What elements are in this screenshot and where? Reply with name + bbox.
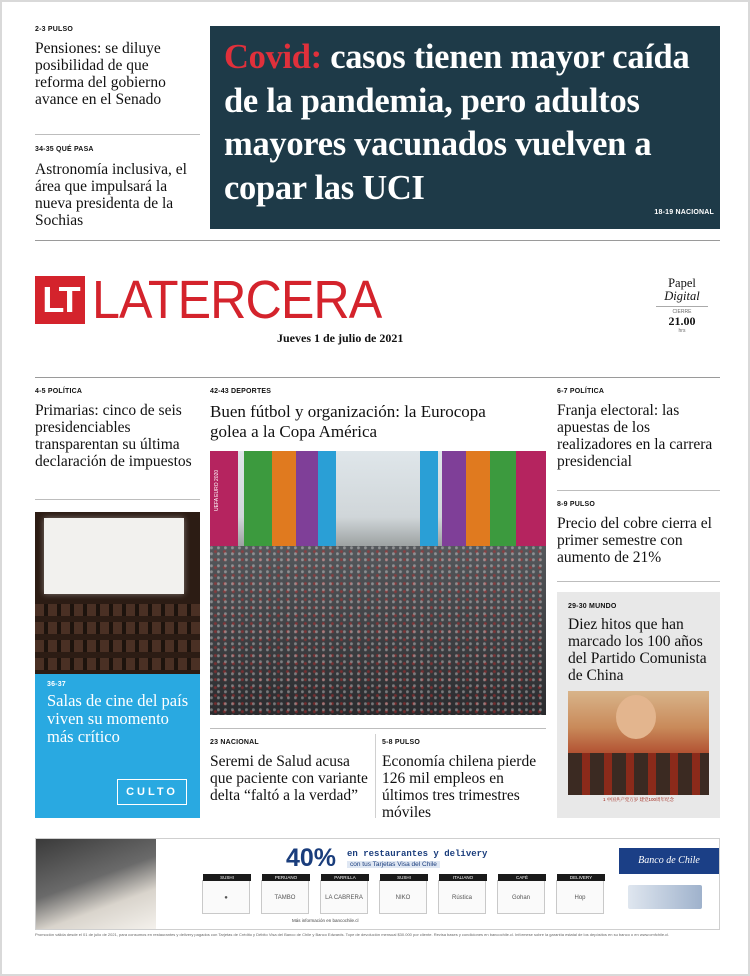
divider bbox=[375, 734, 376, 818]
headline-text: casos tienen mayor caída de la pandemia, pero adultos mayores vacunados vuelven a copar las UCI bbox=[224, 38, 690, 207]
story-kicker: 5-8 PULSO bbox=[382, 739, 420, 746]
story-kicker: 2-3 PULSO bbox=[35, 26, 73, 33]
logo-category: SUSHI bbox=[380, 874, 428, 881]
ad-tagline: en restaurantes y delivery bbox=[347, 849, 488, 859]
edition-date: Jueves 1 de julio de 2021 bbox=[277, 331, 404, 345]
ad-fine-print: Más información en bancochile.cl bbox=[292, 918, 359, 923]
logo-name: ● bbox=[224, 895, 228, 901]
uefa-flag bbox=[318, 451, 336, 546]
flag-text: UEFA EURO 2020 bbox=[214, 469, 220, 511]
story-headline[interactable]: Diez hitos que han marcado los 100 años del Partido Comunista de China bbox=[568, 616, 707, 684]
cierre-unit: hrs bbox=[678, 328, 686, 334]
uefa-flag bbox=[420, 451, 438, 546]
restaurant-logo bbox=[497, 875, 545, 914]
poster-caption: 1 中国共产党万岁 建党100周年纪念 bbox=[602, 797, 674, 802]
ad-credit-card-image bbox=[628, 885, 702, 909]
divider bbox=[35, 134, 200, 135]
seat-row bbox=[35, 604, 200, 616]
story-headline[interactable]: Seremi de Salud acusa que paciente con variante delta “faltó a la verdad” bbox=[210, 753, 368, 804]
logo-name: Gohan bbox=[511, 895, 530, 901]
ad-discount: 40% bbox=[286, 844, 337, 872]
divider bbox=[35, 499, 200, 500]
restaurant-logo bbox=[438, 875, 486, 914]
story-headline[interactable]: Precio del cobre cierra el primer semestre con aumento de 21% bbox=[557, 515, 712, 566]
cinema-screen bbox=[44, 518, 184, 594]
poster-portrait bbox=[616, 695, 656, 739]
culto-section-badge: CULTO bbox=[117, 779, 187, 805]
logo-category: SUSHI bbox=[203, 874, 251, 881]
story-kicker: 8-9 PULSO bbox=[557, 501, 595, 508]
story-headline[interactable]: Astronomía inclusiva, el área que impulsará la nueva presidenta de la Sochias bbox=[35, 161, 187, 229]
story-headline[interactable]: Franja electoral: las apuestas de los realizadores en la carrera presidencial bbox=[557, 402, 713, 470]
restaurant-logo bbox=[556, 875, 604, 914]
restaurant-logo bbox=[320, 875, 368, 914]
propaganda-poster-image bbox=[568, 691, 709, 795]
logo-name: Hop bbox=[574, 895, 586, 901]
crowd bbox=[210, 546, 546, 715]
lead-story-headline[interactable]: Buen fútbol y organización: la Eurocopa golea a la Copa América bbox=[210, 402, 486, 441]
logo-category: CAFÉ bbox=[498, 874, 546, 881]
seat-row bbox=[35, 658, 200, 670]
papel-label: Papel bbox=[668, 276, 696, 290]
seat-row bbox=[35, 622, 200, 634]
logo-category: DELIVERY bbox=[557, 874, 605, 881]
restaurant-logo bbox=[261, 875, 309, 914]
divider bbox=[35, 377, 720, 378]
logo-wordmark: LATERCERA bbox=[92, 270, 382, 330]
divider bbox=[210, 728, 546, 729]
logo-category: ITALIANO bbox=[439, 874, 487, 881]
restaurant-logo bbox=[379, 875, 427, 914]
banner-kicker: 18-19 NACIONAL bbox=[654, 209, 714, 216]
cierre-label: CIERRE bbox=[656, 306, 708, 315]
cinema-photo[interactable] bbox=[35, 512, 200, 674]
story-kicker: 36-37 bbox=[47, 681, 66, 688]
story-headline[interactable]: Pensiones: se diluye posibilidad de que reforma del gobierno avance en el Senado bbox=[35, 40, 166, 108]
restaurant-logo bbox=[202, 875, 250, 914]
story-headline[interactable]: Primarias: cinco de seis presidenciables transparentan su última declaración de impuestos bbox=[35, 402, 192, 470]
legal-notice: Promoción válida desde el 01 de julio de 2021, para consumos en restaurantes y delivery pagados con Tarjetas de Crédito y Débito Visa del Banco de Chile y Banco Edwards. Tope de devolución mensual $30.000 por cliente. Revisa bases y condiciones en bancochile.cl. Infórmese sobre la garantía estatal de los depósitos en su banco o en www.cmfchile.cl. bbox=[35, 932, 670, 937]
lead-headline[interactable] bbox=[224, 36, 712, 210]
logo-name: LA CABRERA bbox=[325, 895, 363, 901]
bank-logo: Banco de Chile bbox=[619, 848, 719, 874]
story-kicker: 23 NACIONAL bbox=[210, 739, 259, 746]
story-headline[interactable]: Economía chilena pierde 126 mil empleos en últimos tres trimestres móviles bbox=[382, 753, 537, 821]
divider bbox=[35, 240, 720, 241]
story-kicker: 34-35 QUÉ PASA bbox=[35, 146, 94, 153]
ad-food-photo bbox=[36, 839, 156, 929]
logo-initials: LT bbox=[35, 276, 85, 324]
divider bbox=[557, 581, 720, 582]
story-kicker: 42-43 DEPORTES bbox=[210, 388, 272, 395]
story-kicker: 6-7 POLÍTICA bbox=[557, 388, 605, 395]
logo-name: NIKO bbox=[395, 895, 411, 901]
wembley-crowd-photo[interactable] bbox=[210, 451, 546, 715]
seat-row bbox=[35, 640, 200, 652]
story-kicker: 4-5 POLÍTICA bbox=[35, 388, 83, 395]
ad-subtagline: con tus Tarjetas Visa del Chile bbox=[347, 861, 440, 868]
papel-digital-badge bbox=[656, 277, 708, 342]
cierre-time: 21.00 bbox=[668, 314, 696, 328]
logo-category: PERUANO bbox=[262, 874, 310, 881]
poster-figures bbox=[568, 753, 709, 795]
divider bbox=[557, 490, 720, 491]
digital-label: Digital bbox=[664, 289, 700, 303]
logo-name: Rústica bbox=[451, 895, 472, 901]
logo-category: PARRILLA bbox=[321, 874, 369, 881]
headline-highlight: Covid: bbox=[224, 38, 322, 76]
story-kicker: 29-30 MUNDO bbox=[568, 603, 617, 610]
story-headline[interactable]: Salas de cine del país viven su momento más crítico bbox=[47, 691, 189, 746]
logo-name: TAMBO bbox=[274, 895, 296, 901]
